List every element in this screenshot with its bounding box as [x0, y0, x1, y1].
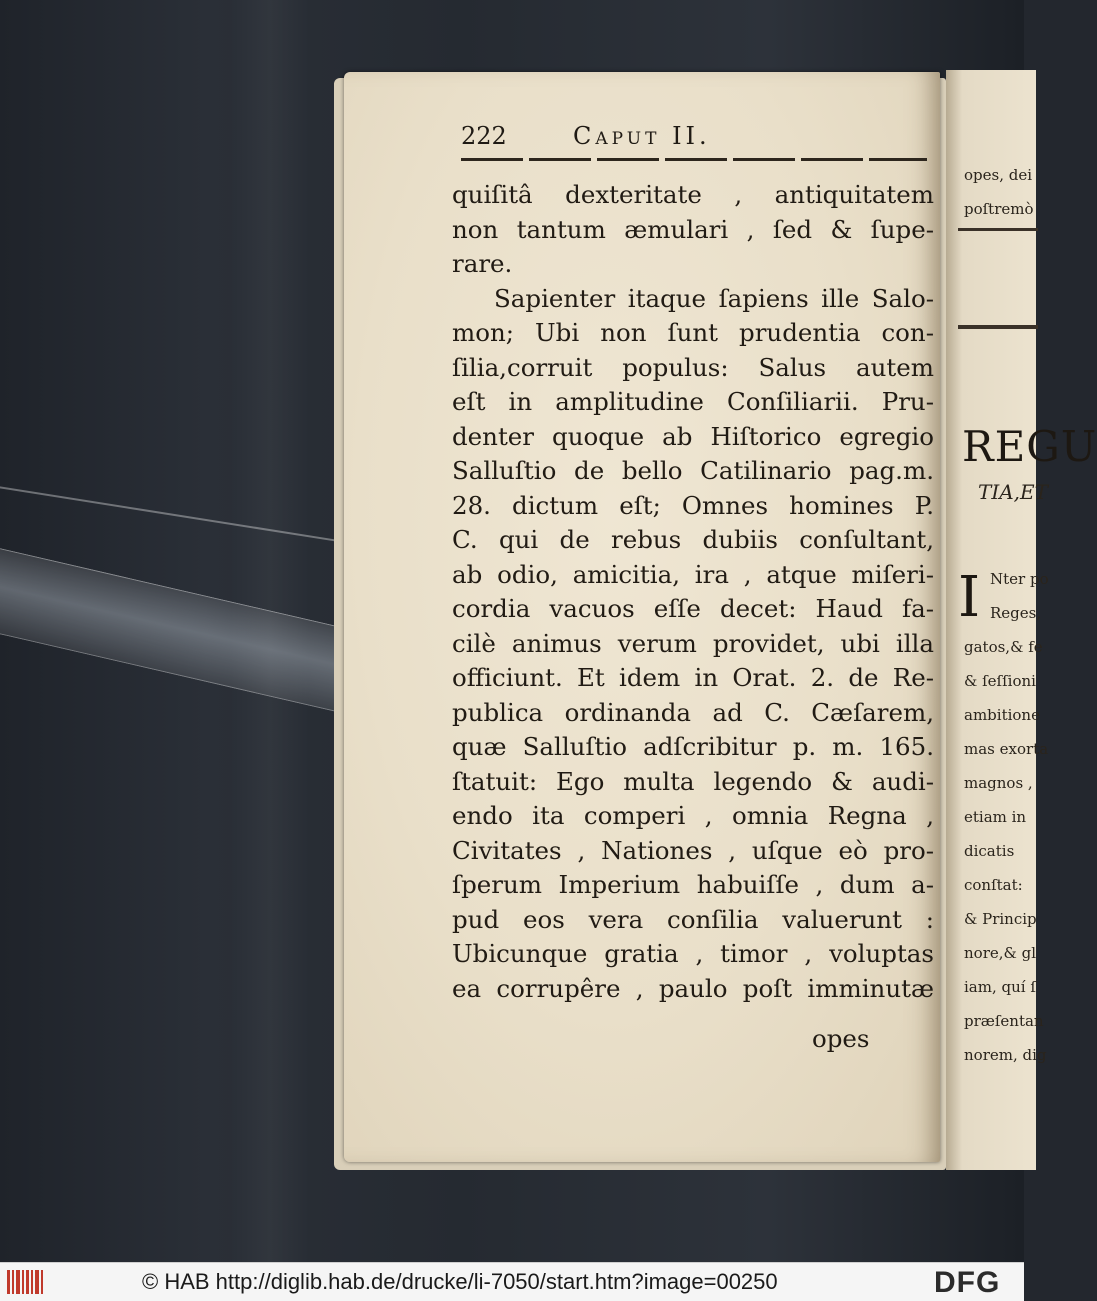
right-page-rule — [958, 325, 1038, 329]
right-page-line: etiam in — [964, 808, 1027, 826]
copyright-url-link[interactable]: © HAB http://diglib.hab.de/drucke/li-7050/start.htm?image=00250 — [142, 1269, 778, 1294]
text-line: Sapienter itaque ſapiens ille Salo- — [494, 283, 934, 313]
right-page-line: opes, dei — [964, 166, 1033, 184]
dfg-logo: DFG — [934, 1266, 1001, 1299]
page-header — [461, 120, 927, 160]
text-line: ſilia,corruit populus: Salus autem — [452, 352, 934, 382]
right-page-subtitle: TIA,ET — [978, 480, 1048, 504]
text-line: Ubicunque gratia , timor , voluptas — [452, 939, 934, 968]
text-line: mon; Ubi non ſunt prudentia con- — [452, 318, 934, 347]
right-page-line: præſentan — [964, 1012, 1044, 1030]
text-line: rare. — [452, 249, 513, 278]
text-line: Salluſtio de bello Catilinario pag.m. — [452, 456, 934, 485]
text-line: publica ordinanda ad C. Cæſarem, — [452, 697, 934, 727]
right-page-line: magnos , — [964, 774, 1033, 792]
right-page-line: & ſeſſioni — [964, 672, 1036, 690]
right-page-line: conſtat: — [964, 876, 1023, 894]
right-page-line: iam, quí ſ — [964, 978, 1036, 996]
text-line: quæ Salluſtio adſcribitur p. m. 165. — [452, 732, 934, 761]
footer-bar — [0, 1262, 1024, 1301]
right-page-line: nore,& gl — [964, 944, 1037, 962]
running-title: Caput II. — [573, 122, 711, 150]
text-line: endo ita comperi , omnia Regna , — [452, 801, 934, 830]
text-line: quiſitâ dexteritate , antiquitatem — [452, 180, 934, 209]
right-book-page — [946, 70, 1097, 1170]
text-line: denter quoque ab Hiſtorico egregio — [452, 421, 934, 451]
right-page-line: Nter po — [990, 570, 1049, 588]
text-line: C. qui de rebus dubiis conſultant, — [452, 525, 934, 554]
right-page-line: gatos,& fe — [964, 638, 1043, 656]
right-page-line: dicatis — [964, 842, 1015, 860]
text-line: pud eos vera conſilia valuerunt : — [452, 904, 934, 934]
text-line: ſperum Imperium habuiſſe , dum a- — [452, 870, 934, 899]
right-page-rule — [958, 228, 1038, 231]
text-line: ſtatuit: Ego multa legendo & audi- — [452, 766, 934, 796]
right-page-title: REGU — [962, 422, 1097, 471]
text-line: ab odio, amicitia, ira , atque miſeri- — [452, 559, 934, 589]
text-line: officiunt. Et idem in Orat. 2. de Re- — [452, 663, 934, 692]
text-line: eſt in amplitudine Conſiliarii. Pru- — [452, 387, 934, 416]
right-page-line: & Princip — [964, 910, 1037, 928]
right-page-drop-initial: I — [958, 565, 981, 630]
right-page-line: ambitione — [964, 706, 1040, 724]
text-line: cilè animus verum providet, ubi illa — [452, 628, 934, 658]
text-line: 28. dictum eſt; Omnes homines P. — [452, 490, 934, 520]
page-body-text — [452, 178, 934, 1006]
right-page-line: poſtremò — [964, 200, 1034, 218]
right-page-line: mas exorta — [964, 740, 1049, 758]
text-line: cordia vacuos eſſe decet: Haud fa- — [452, 594, 934, 623]
right-page-line: norem, dig — [964, 1046, 1047, 1064]
text-line: Civitates , Nationes , uſque eò pro- — [452, 835, 934, 865]
text-line: ea corrupêre , paulo poſt imminutæ — [452, 973, 934, 1003]
page-number: 222 — [461, 122, 507, 150]
hab-barcode-logo-icon — [6, 1267, 46, 1297]
catchword: opes — [812, 1024, 870, 1053]
text-line: non tantum æmulari , ſed & ſupe- — [452, 214, 934, 244]
right-page-line: Reges, — [990, 604, 1042, 622]
header-rule — [461, 158, 927, 161]
